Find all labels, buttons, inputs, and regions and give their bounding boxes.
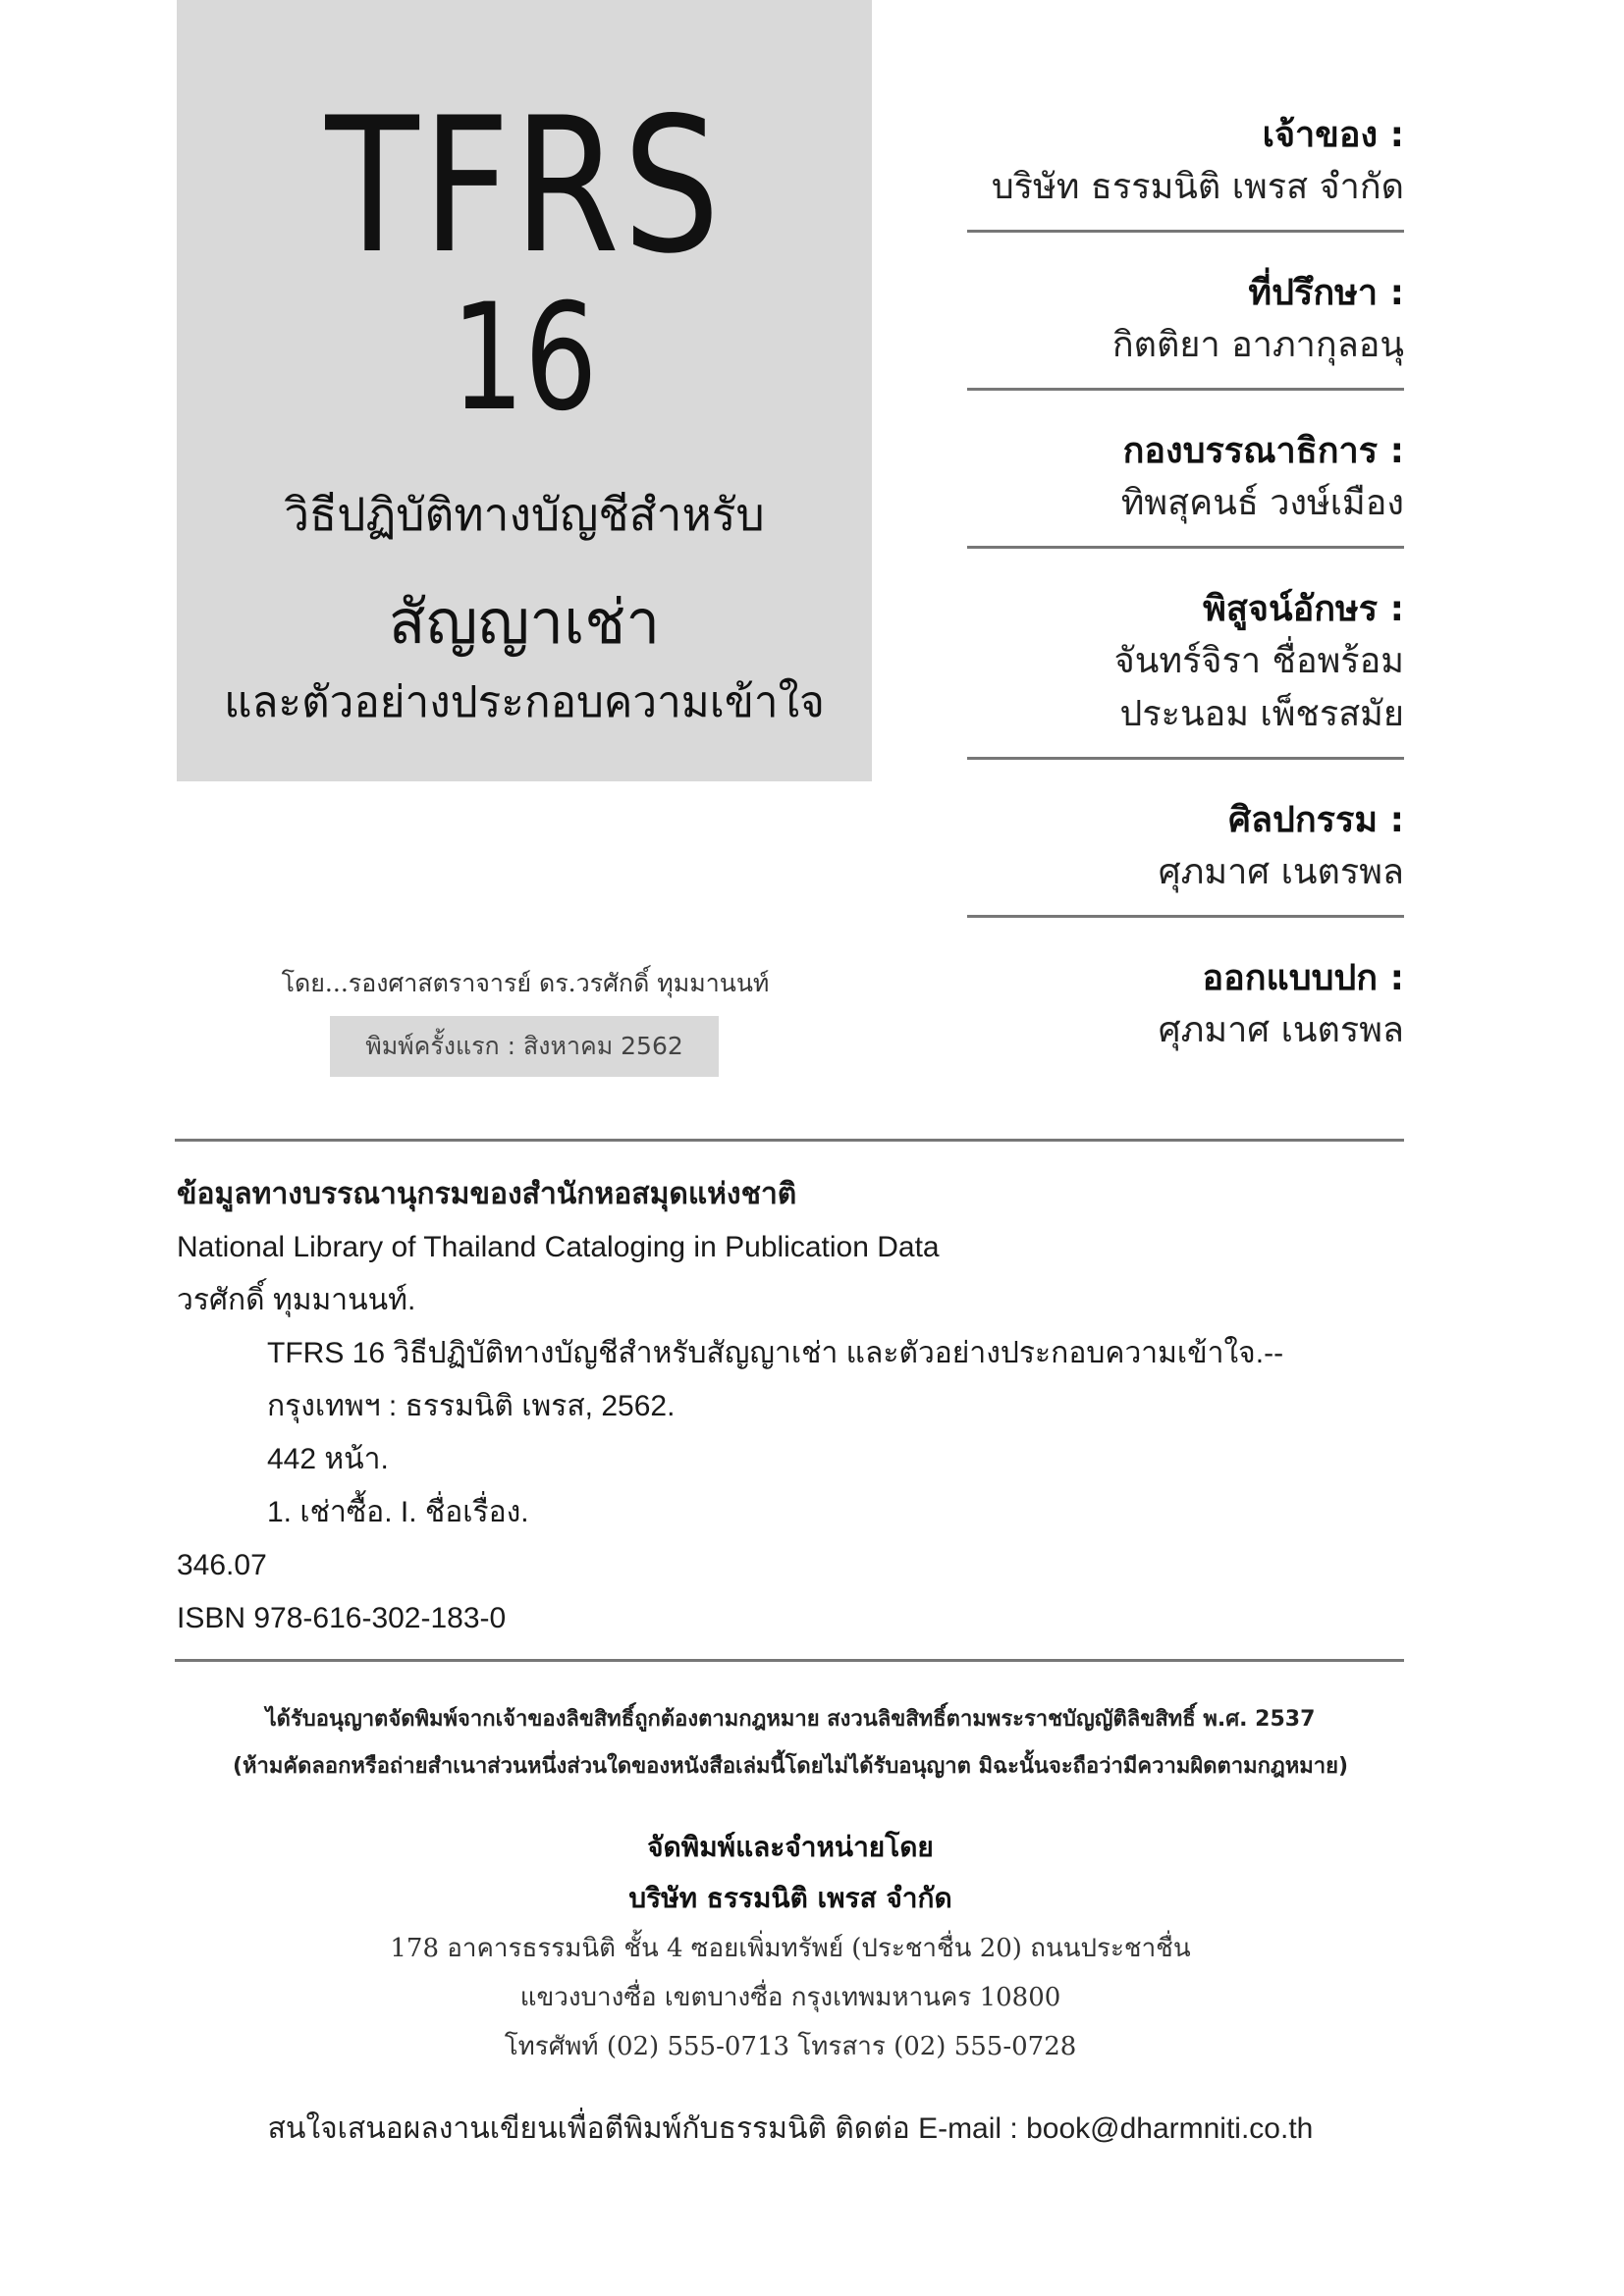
publisher-name: บริษัท ธรรมนิติ เพรส จำกัด xyxy=(628,1882,952,1914)
copyright-notice xyxy=(157,1696,1424,1790)
publisher-block xyxy=(177,1822,1404,2071)
credit-artwork xyxy=(967,795,1404,911)
publisher-address-2: แขวงบางซื่อ เขตบางซื่อ กรุงเทพมหานคร 10800 xyxy=(519,1983,1061,2012)
credit-person: ศุภมาศ เนตรพล xyxy=(1158,852,1404,892)
cip-isbn: ISBN 978-616-302-183-0 xyxy=(177,1602,507,1634)
credit-role: ศิลปกรรม : xyxy=(1228,800,1404,840)
credit-divider xyxy=(967,230,1404,233)
subtitle-line-3: และตัวอย่างประกอบความเข้าใจ xyxy=(224,677,825,727)
credit-person: จันทร์จิรา ชื่อพร้อม xyxy=(1113,641,1404,681)
subtitle-line-1: วิธีปฏิบัติทางบัญชีสำหรับ xyxy=(284,488,765,541)
credits-column xyxy=(967,110,1404,1069)
subtitle-line-2: สัญญาเช่า xyxy=(388,586,661,658)
credit-person: กิตติยา อาภากุลอนุ xyxy=(1111,325,1404,365)
credit-advisor xyxy=(967,268,1404,384)
credit-role: พิสูจน์อักษร : xyxy=(1203,589,1404,629)
cip-heading-thai: ข้อมูลทางบรรณานุกรมของสำนักหอสมุดแห่งชาติ xyxy=(177,1178,797,1210)
book-title: TFRS xyxy=(325,78,724,294)
credit-person: บริษัท ธรรมนิติ เพรส จำกัด xyxy=(991,167,1404,207)
credit-role: กองบรรณาธิการ : xyxy=(1122,431,1404,471)
contact-line: สนใจเสนอผลงานเขียนเพื่อตีพิมพ์กับธรรมนิติ ติดต่อ E-mail : book@dharmniti.co.th xyxy=(267,2112,1314,2145)
credit-divider xyxy=(967,915,1404,918)
cip-title-entry: TFRS 16 วิธีปฏิบัติทางบัญชีสำหรับสัญญาเช่า และตัวอย่างประกอบความเข้าใจ.-- xyxy=(267,1337,1284,1369)
section-divider-top xyxy=(175,1139,1404,1142)
cip-author-entry: วรศักดิ์ ทุมมานนท์. xyxy=(177,1284,416,1316)
credit-role: ออกแบบปก : xyxy=(1202,958,1404,998)
cip-block xyxy=(177,1168,1404,1645)
credit-role: ที่ปรึกษา : xyxy=(1248,273,1404,313)
publisher-phone: โทรศัพท์ (02) 555-0713 โทรสาร (02) 555-0728 xyxy=(504,2032,1077,2061)
cip-classification: 346.07 xyxy=(177,1549,267,1581)
credit-person: ทิพสุคนธ์ วงษ์เมือง xyxy=(1120,483,1404,523)
author-line: โดย...รองศาสตราจารย์ ดร.วรศักดิ์ ทุมมานนท์ xyxy=(281,969,770,997)
credit-editorial xyxy=(967,426,1404,542)
credit-divider xyxy=(967,757,1404,760)
credit-cover-design xyxy=(967,953,1404,1069)
cip-heading-english: National Library of Thailand Cataloging in Publication Data xyxy=(177,1231,940,1263)
credit-divider xyxy=(967,546,1404,549)
book-title-number: 16 xyxy=(451,273,598,444)
cip-pages: 442 หน้า. xyxy=(267,1443,389,1475)
credit-owner xyxy=(967,110,1404,226)
edition-badge: พิมพ์ครั้งแรก : สิงหาคม 2562 xyxy=(330,1016,719,1077)
credit-divider xyxy=(967,388,1404,391)
credit-role: เจ้าของ : xyxy=(1262,115,1404,155)
credit-person: ประนอม เพ็ชรสมัย xyxy=(1119,694,1404,734)
copyright-line-1: ได้รับอนุญาตจัดพิมพ์จากเจ้าของลิขสิทธิ์ถูกต้องตามกฎหมาย สงวนลิขสิทธิ์ตามพระราชบัญญัติลิขสิทธิ์ พ.ศ. 2537 xyxy=(265,1707,1316,1732)
credit-person: ศุภมาศ เนตรพล xyxy=(1158,1010,1404,1050)
credit-proofreading xyxy=(967,584,1404,753)
section-divider-bottom xyxy=(175,1659,1404,1662)
cip-subjects: 1. เช่าซื้อ. I. ชื่อเรื่อง. xyxy=(267,1496,529,1528)
copyright-line-2: (ห้ามคัดลอกหรือถ่ายสำเนาส่วนหนึ่งส่วนใดของหนังสือเล่มนี้โดยไม่ได้รับอนุญาต มิฉะนั้นจะถือว่ามีความผิดตามกฎหมาย) xyxy=(232,1754,1349,1779)
publisher-address-1: 178 อาคารธรรมนิติ ชั้น 4 ซอยเพิ่มทรัพย์ (ประชาชื่น 20) ถนนประชาชื่น xyxy=(390,1934,1191,1963)
publisher-heading: จัดพิมพ์และจำหน่ายโดย xyxy=(647,1831,934,1863)
cip-imprint: กรุงเทพฯ : ธรรมนิติ เพรส, 2562. xyxy=(267,1390,676,1422)
